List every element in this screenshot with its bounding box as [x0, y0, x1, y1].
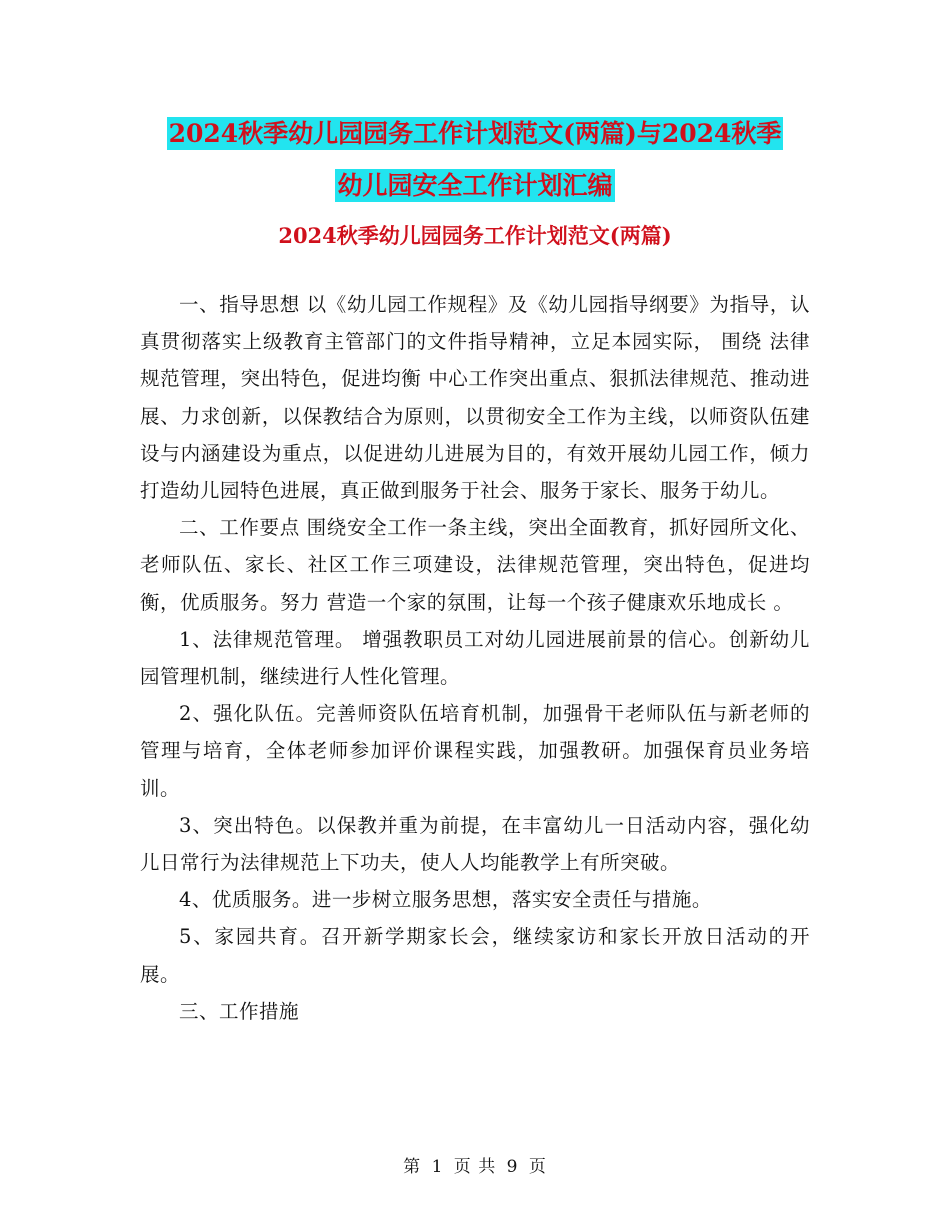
footer-suffix: 页: [528, 1157, 547, 1177]
paragraph: 2、强化队伍。完善师资队伍培育机制，加强骨干老师队伍与新老师的管理与培育，全体老师参加评价课程实践，加强教研。加强保育员业务培训。: [140, 702, 810, 800]
document-title: [140, 108, 810, 212]
paragraph: 4、优质服务。进一步树立服务思想，落实安全责任与措施。: [179, 888, 712, 912]
document-title-line-1: 2024秋季幼儿园园务工作计划范文(两篇)与2024秋季: [168, 119, 782, 148]
paragraph: 二、工作要点 围绕安全工作一条主线，突出全面教育，抓好园所文化、老师队伍、家长、社区工作三项建设，法律规范管理，突出特色，促进均衡，优质服务。努力 营造一个家的氛围，让每一个孩子健康欢乐地成长 。: [140, 516, 810, 614]
paragraph: 一、指导思想 以《幼儿园工作规程》及《幼儿园指导纲要》为指导，认真贯彻落实上级教育主管部门的文件指导精神，立足本园实际， 围绕 法律规范管理，突出特色，促进均衡 中心工作突出重点、狠抓法律规范、推动进展、力求创新，以保教结合为原则，以贯彻安全工作为主线，以师资队伍建设与内涵建设为重点，以促进幼儿进展为目的，有效开展幼儿园工作，倾力打造幼儿园特色进展，真正做到服务于社会、服务于家长、服务于幼儿。: [140, 293, 810, 503]
page-footer: [0, 1152, 950, 1177]
footer-prefix: 第: [403, 1157, 422, 1177]
paragraph: 5、家园共育。召开新学期家长会，继续家访和家长开放日活动的开展。: [140, 925, 810, 986]
footer-page-number: 1: [431, 1157, 444, 1177]
paragraph: 1、法律规范管理。 增强教职员工对幼儿园进展前景的信心。创新幼儿园管理机制，继续进行人性化管理。: [140, 627, 810, 689]
document-title-line-2: 幼儿园安全工作计划汇编: [337, 171, 613, 200]
paragraph: 3、突出特色。以保教并重为前提，在丰富幼儿一日活动内容，强化幼儿日常行为法律规范上下功夫，使人人均能教学上有所突破。: [140, 813, 810, 875]
document-body: [140, 286, 810, 1030]
footer-middle: 页 共: [453, 1157, 497, 1177]
section-title: 2024秋季幼儿园园务工作计划范文(两篇): [278, 223, 672, 248]
paragraph: 三、工作措施: [179, 999, 300, 1023]
footer-total-pages: 9: [506, 1157, 519, 1177]
